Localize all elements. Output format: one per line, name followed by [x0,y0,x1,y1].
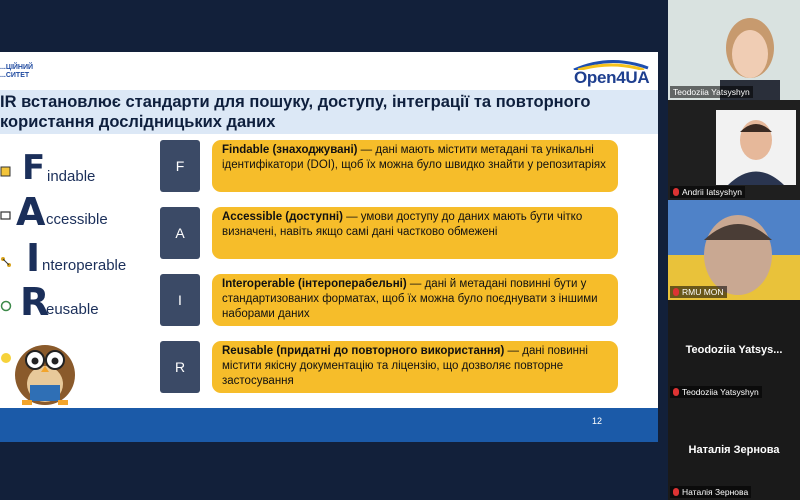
fair-letter-f: F [22,148,46,188]
open4ua-logo-text: Open4UA [574,68,650,87]
participant-video [668,0,800,100]
principle-text: — дані й метадані повинні бути у стандартизованих форматах, щоб їх можна було поєднувати з іншими наборами даних [222,278,598,320]
mic-muted-icon [673,388,679,396]
university-logo [0,64,33,80]
search-icon [0,166,12,178]
university-logo-line-1: ...ЦІЙНИЙ [0,64,34,71]
fair-letter-i: I [26,236,41,280]
principle-letter-i: I [160,274,200,326]
slide-title [0,92,650,132]
fair-word-reusable: eusable [46,301,99,318]
participant-name: Teodoziia Yatsyshyn [682,387,759,397]
participant-name-label [670,286,727,298]
mic-muted-icon [673,288,679,296]
participant-name-label [670,186,745,198]
principle-card-reusable [212,341,618,393]
participant-name-label [670,486,751,498]
principle-letter-r: R [160,341,200,393]
participant-video [668,200,800,300]
mic-muted-icon [673,488,679,496]
principle-term: Interoperable (інтероперабельні) [222,278,407,290]
participant-name: RMU MON [682,287,724,297]
fair-word-interoperable: nteroperable [42,257,127,274]
participant-name: Teodoziia Yatsyshyn [673,87,750,97]
principle-card-interoperable [212,274,618,326]
slide-title-bar [0,90,658,134]
presentation-slide [0,52,658,442]
laptop-icon [0,210,12,222]
open4ua-logo [570,58,652,87]
participant-center-name: Teodoziia Yatsys... [685,344,783,356]
participant-name: Andrii Iatsyshyn [682,187,742,197]
participant-tile[interactable] [668,200,800,300]
slide-page-number: 12 [592,416,603,426]
fair-word-accessible: ccessible [46,211,108,228]
slide-title-line-1: IR встановлює стандарти для пошуку, доступу, інтеграції та повторного [0,93,591,111]
slide-title-line-2: користання дослідницьких даних [0,113,276,131]
participant-video [716,110,796,185]
fair-word-findable: indable [47,168,96,185]
participant-tile[interactable] [668,400,800,500]
participant-name-label [670,386,762,398]
principle-term: Accessible (доступні) [222,211,343,223]
principle-card-findable [212,140,618,192]
university-logo-line-2: ...СИТЕТ [0,72,30,79]
participant-name: Наталія Зернова [682,487,749,497]
slide-footer-band [0,408,658,442]
principle-text: — дані повинні містити якісну документацію та ліцензію, що дозволяє повторне застосування [222,345,588,387]
principle-text: — дані мають містити метадані та унікальні ідентифікатори (DOI), щоб їх можна було швидко знайти у репозитаріях [222,144,606,171]
participant-tile[interactable] [668,300,800,400]
principle-term: Findable (знаходжувані) [222,144,358,156]
participant-tile[interactable] [668,100,800,200]
fair-letter-r: R [20,280,50,324]
fair-acronym-graphic [0,150,150,442]
participant-center-name: Наталія Зернова [688,444,780,456]
principle-letter-f: F [160,140,200,192]
participant-tile[interactable] [668,0,800,100]
owl-mascot-icon [0,330,90,406]
network-icon [0,256,12,268]
principle-text: — умови доступу до даних мають бути чітко визначені, навіть якщо самі дані частково обмежені [222,211,583,238]
participant-name-label [670,86,753,98]
principle-card-accessible [212,207,618,259]
principle-letter-a: A [160,207,200,259]
mic-muted-icon [673,188,679,196]
principle-term: Reusable (придатні до повторного використання) [222,345,505,357]
recycle-icon [0,300,12,312]
fair-letter-a: A [16,190,46,234]
